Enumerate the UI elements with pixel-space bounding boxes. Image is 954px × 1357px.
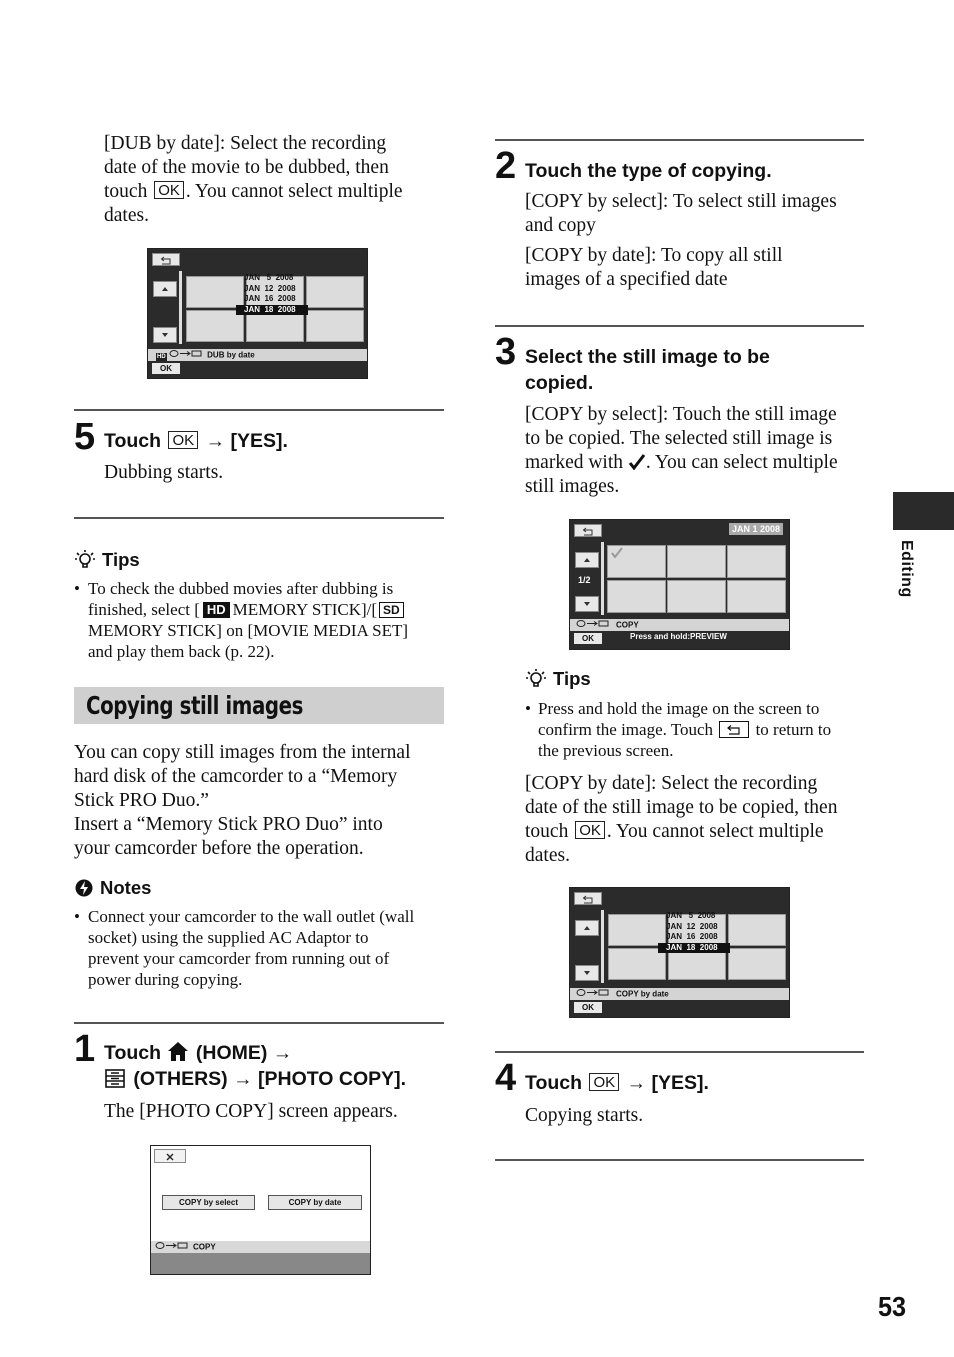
- step-heading: Touch (HOME) → (OTHERS) → [PHOTO COPY].: [104, 1042, 407, 1090]
- notes-heading: Notes: [74, 877, 151, 899]
- arrow-up-icon: [154, 282, 176, 296]
- thumbnail[interactable]: [667, 580, 726, 613]
- lightbulb-icon: [525, 668, 547, 690]
- step-number: 4: [495, 1057, 517, 1099]
- arrow-down-icon: [576, 966, 598, 980]
- copy-by-date-button[interactable]: COPY by date: [268, 1195, 362, 1210]
- copy-by-date-paragraph: [COPY by date]: Select the recording date of the still image to be copied, then touch OK . You cannot select multiple dates.: [525, 773, 838, 866]
- tips-list: • Press and hold the image on the screen to confirm the image. Touch to return to the previous screen.: [525, 699, 832, 760]
- step-number: 2: [495, 145, 517, 187]
- step-number: 1: [74, 1028, 96, 1070]
- return-button[interactable]: [152, 253, 180, 266]
- arrow-up-icon: [576, 553, 598, 567]
- step-heading: Select the still image to be copied.: [525, 346, 770, 394]
- scrollbar[interactable]: [601, 910, 604, 983]
- divider: [74, 409, 444, 411]
- return-button[interactable]: [574, 524, 602, 537]
- section-tab: [893, 492, 954, 530]
- scroll-up-button[interactable]: [575, 552, 599, 568]
- home-icon: [166, 1040, 190, 1062]
- thumbnail[interactable]: [306, 310, 364, 342]
- step-number: 3: [495, 331, 517, 373]
- date-list[interactable]: JAN 5 2008 JAN 12 2008 JAN 16 2008 JAN 18 2008: [658, 911, 730, 953]
- page-number: 53: [878, 1291, 907, 1322]
- status-bar: COPY by date: [570, 988, 789, 1000]
- step-body: [COPY by select]: Touch the still image to be copied. The selected still image is marked with . You can select multiple still images.: [525, 404, 838, 497]
- thumbnail[interactable]: [727, 545, 786, 578]
- arrow-up-icon: [576, 921, 598, 935]
- arrow-down-icon: [154, 328, 176, 342]
- ok-icon: OK: [575, 821, 605, 839]
- divider: [495, 325, 864, 327]
- thumbnail[interactable]: [667, 545, 726, 578]
- return-icon: [575, 895, 601, 906]
- scroll-down-button[interactable]: [575, 596, 599, 612]
- divider: [74, 517, 444, 519]
- sd-movie-icon: SD: [379, 602, 404, 618]
- copy-by-select-screen: [569, 519, 790, 650]
- section-tab-label: Editing: [898, 540, 915, 598]
- close-icon: [155, 1151, 185, 1163]
- hd-icon: HD: [157, 353, 166, 360]
- section-title: Copying still images: [86, 691, 303, 720]
- selected-date[interactable]: JAN 18 2008: [658, 943, 730, 954]
- thumbnail-selected[interactable]: [607, 545, 666, 578]
- date-badge: JAN 1 2008: [729, 523, 783, 535]
- others-icon: [104, 1067, 128, 1089]
- divider: [495, 139, 864, 141]
- thumbnail[interactable]: [728, 914, 786, 946]
- status-bar: COPY: [151, 1241, 370, 1253]
- hdd-to-memory-stick-icon: [576, 619, 616, 632]
- step-number: 5: [74, 416, 96, 458]
- lightbulb-icon: [74, 549, 96, 571]
- status-bar: HD DUB by date: [148, 349, 367, 361]
- copy-by-date-screen: [569, 887, 790, 1018]
- thumbnail[interactable]: [728, 948, 786, 980]
- page-indicator: 1/2: [578, 575, 591, 585]
- selected-date[interactable]: JAN 18 2008: [236, 305, 308, 316]
- intro-paragraph: You can copy still images from the internal hard disk of the camcorder to a “Memory Stick PRO Duo.” Insert a “Memory Stick PRO Duo” into your camcorder before the operation.: [74, 742, 411, 859]
- step-body: Copying starts.: [525, 1105, 644, 1126]
- step-heading: Touch OK → [YES].: [525, 1072, 709, 1094]
- dub-by-date-screen: [147, 248, 368, 379]
- scrollbar[interactable]: [601, 542, 604, 615]
- ok-icon: OK: [154, 181, 184, 199]
- copy-by-select-button[interactable]: COPY by select: [162, 1195, 255, 1210]
- preview-hint: Press and hold:PREVIEW: [630, 632, 727, 641]
- checkmark-icon: [628, 454, 646, 470]
- bottom-bar: [151, 1253, 370, 1274]
- photo-copy-screen: [150, 1145, 371, 1275]
- notes-icon: [74, 878, 94, 898]
- thumbnail[interactable]: [727, 580, 786, 613]
- scroll-down-button[interactable]: [153, 327, 177, 343]
- ok-button[interactable]: OK: [574, 633, 602, 644]
- notes-list: • Connect your camcorder to the wall outlet (wall socket) using the supplied AC Adaptor to prevent your camcorder from running out of power during copying.: [74, 907, 415, 989]
- scroll-up-button[interactable]: [575, 920, 599, 936]
- step-body: Dubbing starts.: [104, 462, 224, 483]
- checkmark-icon: [610, 547, 624, 559]
- step-heading: Touch the type of copying.: [525, 160, 772, 182]
- divider: [495, 1159, 864, 1161]
- scroll-up-button[interactable]: [153, 281, 177, 297]
- divider: [495, 1051, 864, 1053]
- hdd-to-memory-stick-icon: [576, 988, 616, 1001]
- arrow-down-icon: [576, 597, 598, 611]
- step-body: [COPY by select]: To select still images and copy [COPY by date]: To copy all still images of a specified date: [525, 191, 837, 290]
- thumbnail[interactable]: [607, 580, 666, 613]
- hd-movie-icon: HD: [203, 602, 230, 618]
- divider: [74, 1022, 444, 1024]
- ok-icon: OK: [589, 1073, 619, 1091]
- section-title-bar: [74, 687, 444, 724]
- scroll-down-button[interactable]: [575, 965, 599, 981]
- thumbnail[interactable]: [306, 276, 364, 308]
- return-icon: [719, 721, 749, 738]
- step-body: The [PHOTO COPY] screen appears.: [104, 1101, 398, 1122]
- tips-heading: Tips: [74, 549, 140, 571]
- ok-icon: OK: [168, 431, 198, 449]
- step-heading: Touch OK → [YES].: [104, 430, 288, 452]
- return-icon: [153, 256, 179, 267]
- ok-button[interactable]: OK: [152, 363, 180, 374]
- date-list[interactable]: JAN 5 2008 JAN 12 2008 JAN 16 2008 JAN 18 2008: [236, 273, 308, 315]
- dub-by-date-paragraph: [DUB by date]: Select the recording date of the movie to be dubbed, then touch OK . You cannot select multiple dates.: [104, 133, 403, 226]
- ok-button[interactable]: OK: [574, 1002, 602, 1013]
- hdd-to-memory-stick-icon: [169, 349, 205, 362]
- return-button[interactable]: [574, 892, 602, 905]
- tips-heading: Tips: [525, 668, 591, 690]
- tips-list: • To check the dubbed movies after dubbing is finished, select [ HD MEMORY STICK]/[ SD MEMORY STICK] on [MOVIE MEDIA SET] and play them back (p. 22).: [74, 579, 409, 661]
- close-button[interactable]: [154, 1149, 186, 1163]
- scrollbar[interactable]: [179, 271, 182, 344]
- status-bar: COPY: [570, 619, 789, 631]
- return-icon: [575, 527, 601, 538]
